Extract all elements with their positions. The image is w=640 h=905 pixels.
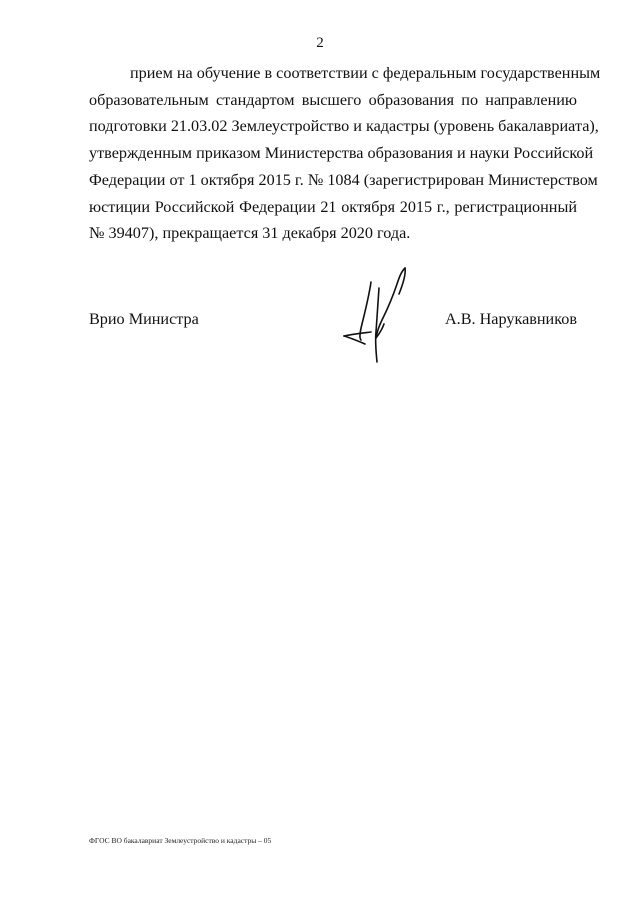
signer-name: А.В. Нарукавников [444, 310, 577, 328]
body-line: юстиции Российской Федерации 21 октября 2015 г., регистрационный [89, 197, 577, 216]
page-number: 2 [316, 35, 324, 51]
body-line: Федерации от 1 октября 2015 г. № 1084 (зарегистрирован Министерством [89, 170, 598, 189]
body-line: образовательным стандартом высшего образования по направлению [89, 90, 577, 109]
body-line: подготовки 21.03.02 Землеустройство и кадастры (уровень бакалавриата), [89, 117, 599, 136]
handwritten-signature [335, 262, 415, 366]
signer-title: Врио Министра [89, 310, 199, 328]
body-line: № 39407), прекращается 31 декабря 2020 года. [89, 224, 411, 243]
body-paragraph [89, 60, 601, 247]
signature-block [89, 308, 577, 330]
footer-note: ФГОС ВО бакалавриат Землеустройство и кадастры – 05 [89, 836, 272, 845]
body-line: утвержденным приказом Министерства образования и науки Российской [89, 144, 594, 163]
body-line: прием на обучение в соответствии с федеральным государственным [130, 64, 601, 82]
